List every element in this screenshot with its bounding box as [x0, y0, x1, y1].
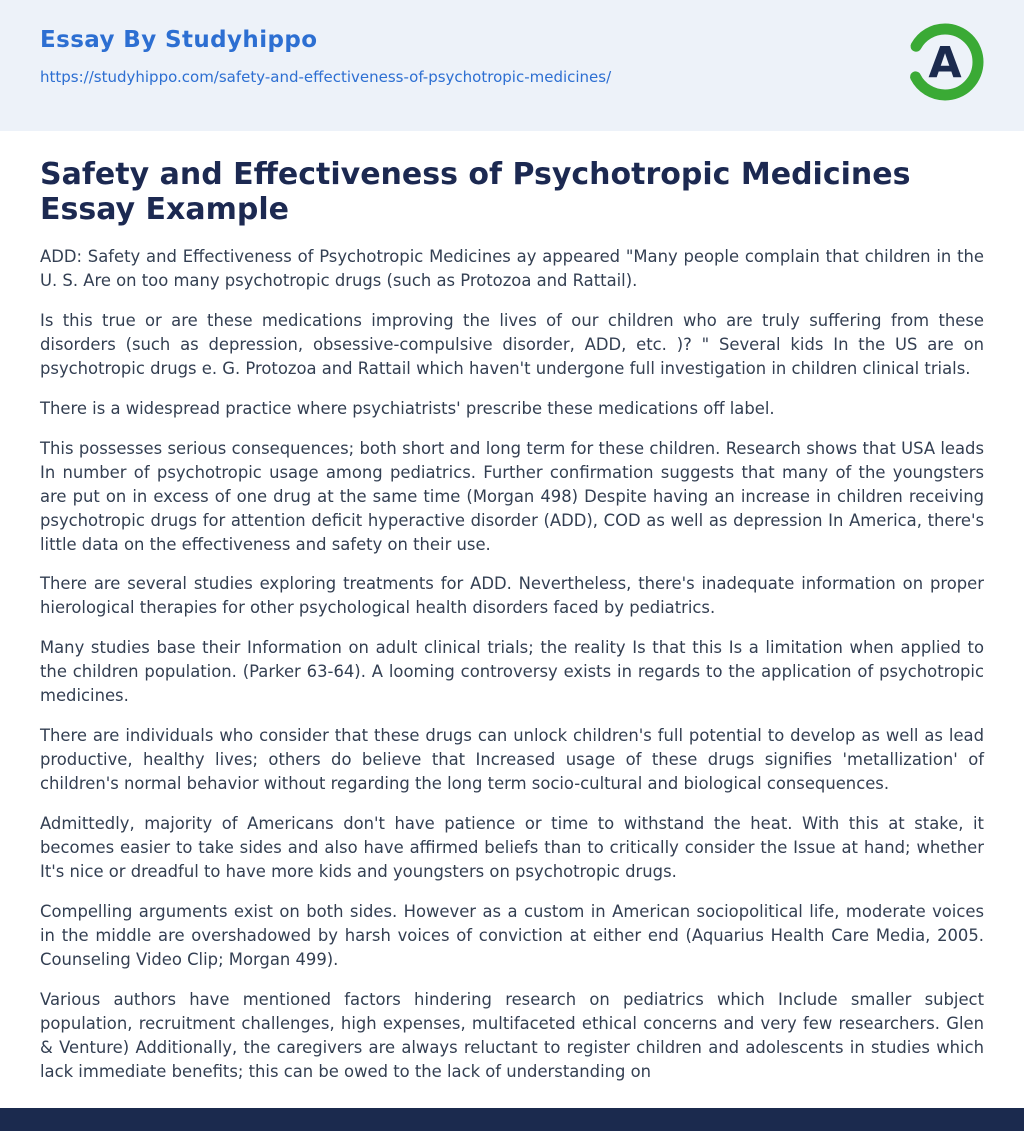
- studyhippo-logo-icon: [906, 23, 984, 101]
- essay-paragraph: Many studies base their Information on adult clinical trials; the reality Is that this Is a limitation when applied to the children population. (Parker 63-64). A looming controversy exists in regards to the application of psychotropic medicines.: [40, 638, 984, 706]
- essay-content: [0, 131, 1024, 1084]
- page-title: Safety and Effectiveness of Psychotropic Medicines Essay Example: [40, 157, 911, 227]
- essay-body: [40, 245, 984, 1084]
- footer-bar: [0, 1108, 1024, 1131]
- essay-paragraph: There are several studies exploring treatments for ADD. Nevertheless, there's inadequate information on proper hierological therapies for other psychological health disorders faced by pediatrics.: [40, 574, 984, 618]
- essay-paragraph: Admittedly, majority of Americans don't have patience or time to withstand the heat. With this at stake, it becomes easier to take sides and also have affirmed beliefs than to critically consider the Issue at hand; whether It's nice or dreadful to have more kids and youngsters on psychotropic drugs.: [40, 814, 984, 882]
- page-header: [0, 0, 1024, 131]
- essay-paragraph: Compelling arguments exist on both sides. However as a custom in American sociopolitical life, moderate voices in the middle are overshadowed by harsh voices of conviction at either end (Aquarius Health Care Media, 2005. Counseling Video Clip; Morgan 499).: [40, 901, 984, 969]
- essay-paragraph: Various authors have mentioned factors hindering research on pediatrics which Include smaller subject population, recruitment challenges, high expenses, multifaceted ethical concerns and very few researchers. Glen & Venture) Additionally, the caregivers are always reluctant to register children and adolescents in studies which lack immediate benefits; this can be owed to the lack of understanding on: [40, 989, 984, 1081]
- source-url-link[interactable]: https://studyhippo.com/safety-and-effectiveness-of-psychotropic-medicines/: [40, 68, 612, 86]
- essay-paragraph: Is this true or are these medications improving the lives of our children who are truly suffering from these disorders (such as depression, obsessive-compulsive disorder, ADD, etc. )? " Several kids In the US are on psychotropic drugs e. G. Protozoa and Rattail which haven't undergone full investigation in children clinical trials.: [40, 310, 984, 378]
- essay-paragraph: There are individuals who consider that these drugs can unlock children's full potential to develop as well as lead productive, healthy lives; others do believe that Increased usage of these drugs signifies 'metallization' of children's normal behavior without regarding the long term socio-cultural and biological consequences.: [40, 726, 984, 794]
- essay-paragraph: This possesses serious consequences; both short and long term for these children. Research shows that USA leads In number of psychotropic usage among pediatrics. Further confirmation suggests that many of the youngsters are put on in excess of one drug at the same time (Morgan 498) Despite having an increase in children receiving psychotropic drugs for attention deficit hyperactive disorder (ADD), COD as well as depression In America, there's little data on the effectiveness and safety on their use.: [40, 438, 984, 554]
- site-title: Essay By Studyhippo: [40, 27, 318, 53]
- essay-paragraph: There is a widespread practice where psychiatrists' prescribe these medications off label.: [40, 398, 775, 418]
- logo-letter: A: [928, 38, 962, 88]
- essay-paragraph: ADD: Safety and Effectiveness of Psychotropic Medicines ay appeared "Many people complain that children in the U. S. Are on too many psychotropic drugs (such as Protozoa and Rattail).: [40, 247, 984, 290]
- studyhippo-logo: [906, 23, 984, 101]
